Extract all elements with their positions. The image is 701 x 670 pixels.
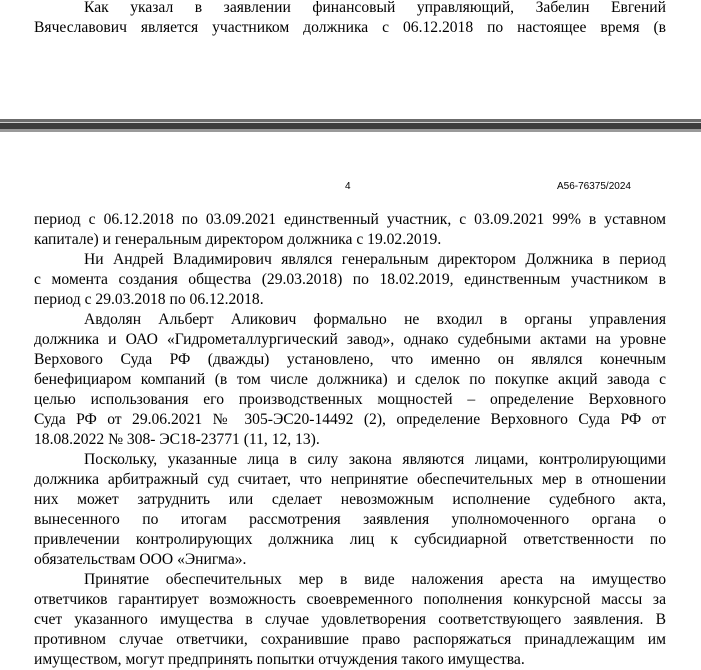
text-line: Авдолян Альберт Аликович формально не входил в органы управления — [84, 311, 666, 328]
text-line: Суда РФ от 29.06.2021 № 305-ЭС20-14492 (2), определение Верховного Суда РФ от — [34, 411, 666, 428]
text-line: капитале) и генеральным директором должника с 19.02.2019. — [34, 231, 442, 248]
text-line: привлечении контролирующих должника лиц к субсидиарной ответственности по — [34, 531, 666, 548]
page-separator — [0, 119, 701, 132]
text-line: Ни Андрей Владимирович являлся генеральным директором Должника в период — [84, 251, 666, 268]
text-line: Вячеславович является участником должника с 06.12.2018 по настоящее время (в — [34, 19, 666, 36]
text-line: Принятие обеспечительных мер в виде наложения ареста на имущество — [84, 571, 666, 588]
page-body — [34, 210, 666, 670]
text-line: ответчиков гарантирует возможность своевременного пополнения конкурсной массы за — [34, 591, 666, 608]
text-line: Как указал в заявлении финансовый управляющий, Забелин Евгений — [84, 0, 666, 16]
paragraph — [34, 450, 666, 570]
paragraph — [34, 570, 666, 670]
text-line: счет указанного имущества в случае удовлетворения соответствующего заявления. В — [34, 611, 666, 628]
text-line: должника арбитражный суд считает, что непринятие обеспечительных мер в отношении — [34, 471, 666, 488]
case-number: А56-76375/2024 — [557, 181, 631, 192]
text-line: период с 06.12.2018 по 03.09.2021 единственный участник, с 03.09.2021 99% в уставном — [34, 211, 666, 228]
text-line: целью использования его производственных мощностей – определение Верховного — [34, 391, 666, 408]
text-line: должника и ОАО «Гидрометаллургический завод», однако судебными актами на уровне — [34, 331, 666, 348]
paragraph — [34, 210, 666, 250]
text-line: бенефициаром компаний (в том числе должника) и сделок по покупке акций завода с — [34, 371, 666, 388]
paragraph — [34, 310, 666, 450]
page-number: 4 — [345, 181, 351, 192]
text-line: период с 29.03.2018 по 06.12.2018. — [34, 291, 264, 308]
paragraph — [34, 250, 666, 310]
text-line: противном случае ответчики, сохранившие право распоряжаться принадлежащим им — [34, 631, 666, 648]
text-line: Верхового Суда РФ (дважды) установлено, что именно он являлся конечным — [34, 351, 666, 368]
text-line: имуществом, могут предпринять попытки отчуждения такого имущества. — [34, 651, 525, 668]
previous-page-fragment — [34, 0, 666, 38]
text-line: вынесенного по итогам рассмотрения заявления уполномоченного органа о — [34, 511, 666, 528]
text-line: 18.08.2022 № 308- ЭС18-23771 (11, 12, 13). — [34, 431, 320, 448]
text-line: с момента создания общества (29.03.2018) по 18.02.2019, единственным участником в — [34, 271, 666, 288]
text-line: Поскольку, указанные лица в силу закона являются лицами, контролирующими — [84, 451, 666, 468]
text-line: них может затруднить или сделает невозможным исполнение судебного акта, — [34, 491, 666, 508]
text-line: обязательствам ООО «Энигма». — [34, 551, 247, 568]
